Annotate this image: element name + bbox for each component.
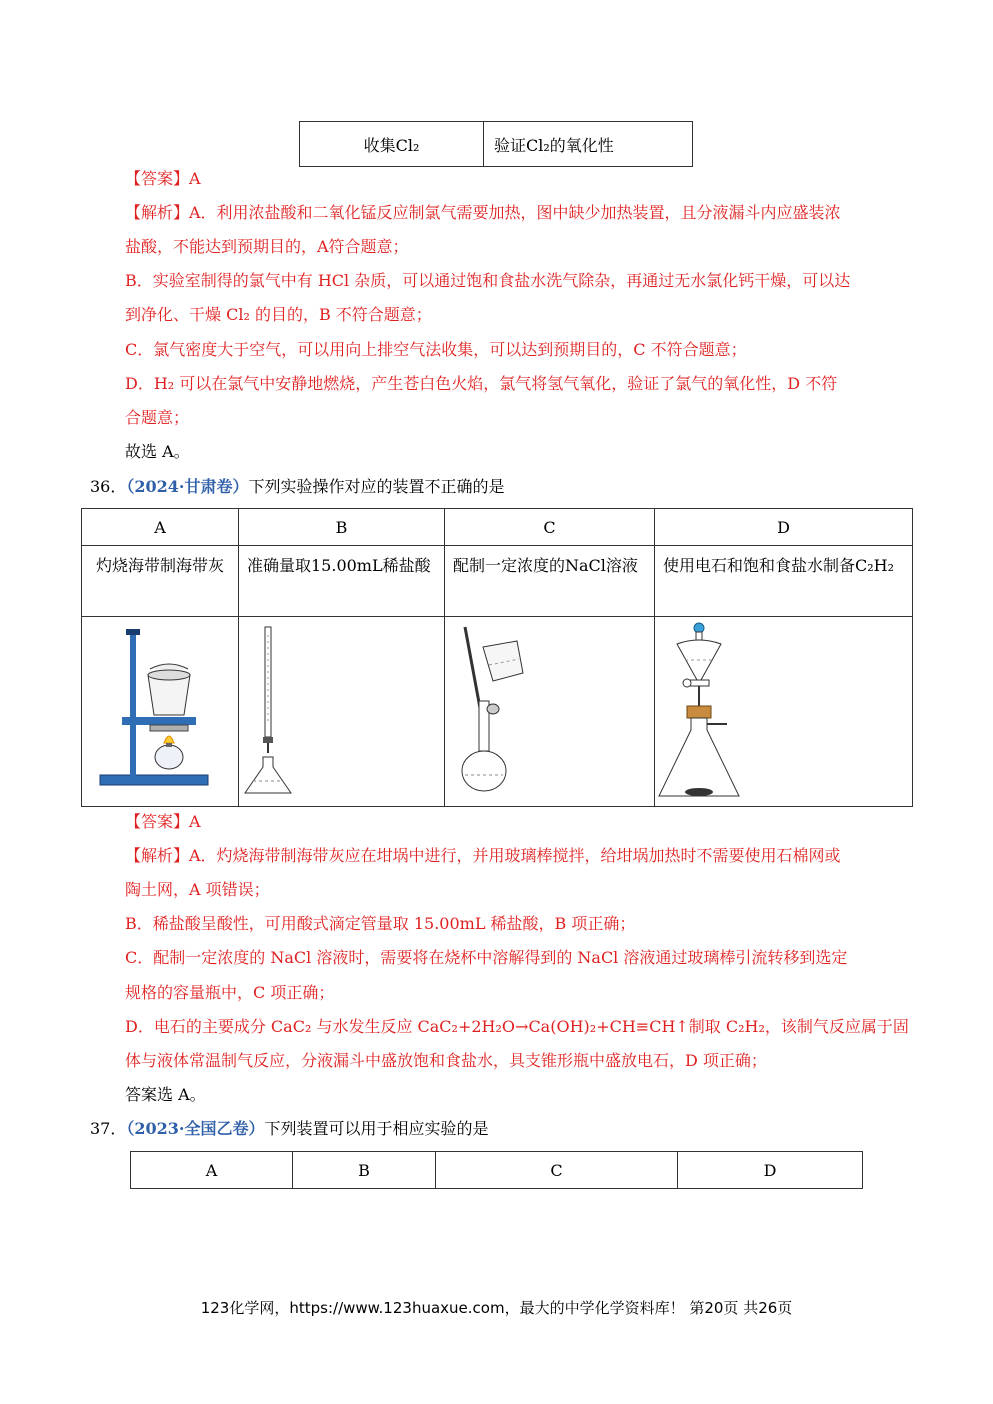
q36-desc-d: 使用电石和饱和食盐水制备C₂H₂ bbox=[655, 546, 913, 617]
q36-analysis-line: B．稀盐酸呈酸性，可用酸式滴定管量取 15.00mL 稀盐酸，B 项正确； bbox=[125, 914, 636, 933]
q36-image-b bbox=[239, 617, 445, 807]
q36-header-c: C bbox=[445, 509, 655, 546]
crucible-apparatus-image bbox=[90, 625, 230, 795]
q37-number: 37． bbox=[90, 1119, 127, 1138]
q37-header-a: A bbox=[131, 1152, 293, 1189]
q35-analysis-line: 到净化、干燥 Cl₂ 的目的，B 不符合题意； bbox=[125, 305, 432, 324]
q36-stem bbox=[90, 477, 505, 497]
q36-header-b: B bbox=[239, 509, 445, 546]
q37-question: 下列装置可以用于相应实验的是 bbox=[264, 1119, 489, 1138]
burette-flask-image bbox=[239, 625, 319, 795]
top-table bbox=[299, 121, 693, 167]
q36-desc-a: 灼烧海带制海带灰 bbox=[82, 546, 239, 617]
q36-image-d bbox=[655, 617, 913, 807]
q36-conclusion: 答案选 A。 bbox=[125, 1085, 206, 1104]
q35-analysis-line: 【解析】A．利用浓盐酸和二氧化锰反应制氯气需要加热，图中缺少加热装置，且分液漏斗内应盛装浓 bbox=[125, 203, 841, 222]
q35-analysis-line: 合题意； bbox=[125, 408, 190, 427]
q36-desc-b: 准确量取15.00mL稀盐酸 bbox=[239, 546, 445, 617]
q36-image-a bbox=[82, 617, 239, 807]
q36-question: 下列实验操作对应的装置不正确的是 bbox=[248, 477, 505, 496]
q36-analysis-line: D．电石的主要成分 CaC₂ 与水发生反应 CaC₂+2H₂O→Ca(OH)₂+CH≡CH↑制取 C₂H₂，该制气反应属于固 bbox=[125, 1017, 909, 1036]
q36-analysis-line: 【解析】A．灼烧海带制海带灰应在坩埚中进行，并用玻璃棒搅拌，给坩埚加热时不需要使用石棉网或 bbox=[125, 846, 841, 865]
q36-number: 36． bbox=[90, 477, 127, 496]
q37-header-d: D bbox=[678, 1152, 863, 1189]
q35-analysis-line: D．H₂ 可以在氯气中安静地燃烧，产生苍白色火焰，氯气将氢气氧化，验证了氯气的氧化性，D 不符 bbox=[125, 374, 838, 393]
q35-analysis-line: B．实验室制得的氯气中有 HCl 杂质，可以通过饱和食盐水洗气除杂，再通过无水氯化钙干燥，可以达 bbox=[125, 271, 851, 290]
q35-analysis-line: 盐酸，不能达到预期目的，A符合题意； bbox=[125, 237, 409, 256]
q36-header-a: A bbox=[82, 509, 239, 546]
q36-table bbox=[81, 508, 913, 807]
q37-table bbox=[130, 1151, 863, 1189]
top-table-cell-verify: 验证Cl₂的氧化性 bbox=[484, 122, 693, 167]
q35-analysis-line: C．氯气密度大于空气，可以用向上排空气法收集，可以达到预期目的，C 不符合题意； bbox=[125, 340, 747, 359]
q37-header-b: B bbox=[293, 1152, 436, 1189]
q36-analysis-line: 陶土网，A 项错误； bbox=[125, 880, 270, 899]
q36-answer: 【答案】A bbox=[125, 812, 201, 831]
acetylene-apparatus-image bbox=[655, 620, 775, 800]
q36-analysis-line: 体与液体常温制气反应，分液漏斗中盛放饱和食盐水，具支锥形瓶中盛放电石，D 项正确； bbox=[125, 1051, 767, 1070]
q36-image-c bbox=[445, 617, 655, 807]
q35-answer: 【答案】A bbox=[125, 169, 201, 188]
q36-analysis-line: 规格的容量瓶中，C 项正确； bbox=[125, 983, 335, 1002]
q36-analysis-line: C．配制一定浓度的 NaCl 溶液时，需要将在烧杯中溶解得到的 NaCl 溶液通过玻璃棒引流转移到选定 bbox=[125, 948, 848, 967]
q37-stem bbox=[90, 1119, 489, 1139]
top-table-cell-collect: 收集Cl₂ bbox=[300, 122, 484, 167]
page-footer: 123化学网，https://www.123huaxue.com，最大的中学化学资料库！ 第20页 共26页 bbox=[200, 1299, 793, 1317]
q36-header-d: D bbox=[655, 509, 913, 546]
q35-conclusion: 故选 A。 bbox=[125, 442, 190, 461]
q37-header-c: C bbox=[436, 1152, 678, 1189]
q36-source: （2024·甘肃卷） bbox=[126, 477, 249, 496]
q37-source: （2023·全国乙卷） bbox=[126, 1119, 265, 1138]
q36-desc-c: 配制一定浓度的NaCl溶液 bbox=[445, 546, 655, 617]
volumetric-flask-image bbox=[445, 625, 565, 795]
